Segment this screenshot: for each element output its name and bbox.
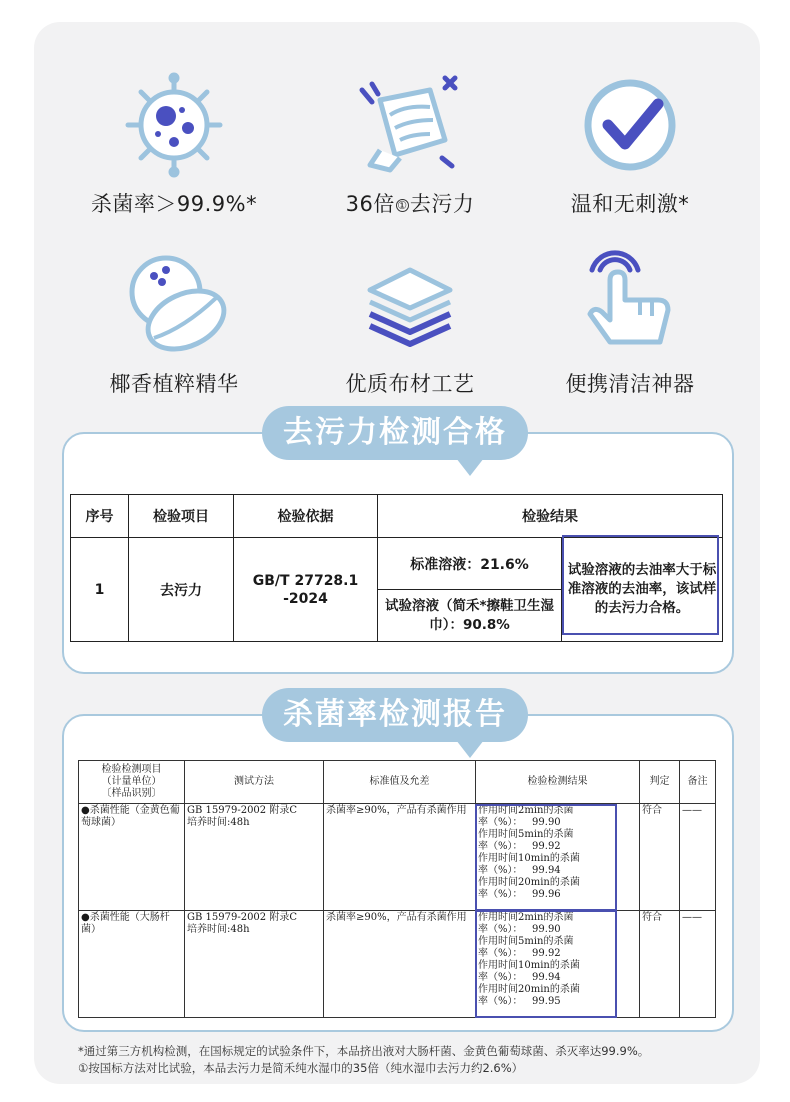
- feature-label: 椰香植粹精华: [109, 372, 239, 396]
- footnote: ①按国标方法对比试验，本品去污力是简禾纯水湿巾的35倍（纯水湿巾去污力约2.6%）: [78, 1061, 524, 1075]
- standard-cell: 杀菌率≥90%，产品有杀菌作用: [324, 911, 476, 1018]
- feature-sterilization: [54, 70, 294, 218]
- feature-label: 温和无刺激*: [570, 192, 690, 216]
- section-title: 杀菌率检测报告: [262, 688, 528, 742]
- result-line: 率（%）： 99.92: [478, 841, 561, 852]
- method-cell: GB 15979-2002 附录C 培养时间:48h: [185, 911, 324, 1018]
- checkmark-icon: [570, 70, 690, 180]
- header-cell: 标准值及允差: [324, 761, 476, 804]
- bacteria-icon: [114, 70, 234, 180]
- verdict-cell: 符合: [640, 911, 680, 1018]
- sterilization-table: [78, 760, 716, 1018]
- wipe-hand-icon: [350, 70, 470, 180]
- conclusion-highlight: [562, 535, 719, 635]
- banner-pointer: [456, 458, 484, 476]
- feature-gentle: [510, 70, 750, 218]
- result-line: 作用时间10min的杀菌: [478, 853, 580, 864]
- test-solution-cell: 试验溶液（简禾*擦鞋卫生湿巾）：90.8%: [378, 590, 562, 642]
- verdict-cell: 符合: [640, 804, 680, 911]
- header-cell: 检验依据: [234, 495, 378, 538]
- header-cell: 判定: [640, 761, 680, 804]
- result-line: 率（%）： 99.94: [478, 865, 561, 876]
- result-line: 率（%）： 99.95: [478, 996, 561, 1007]
- method-cell: GB 15979-2002 附录C 培养时间:48h: [185, 804, 324, 911]
- item-cell: ●杀菌性能（大肠杆菌）: [79, 911, 185, 1018]
- header-cell: 检验结果: [378, 495, 723, 538]
- conclusion-cell: 试验溶液的去油率大于标准溶液的去油率，该试样的去污力合格。: [562, 538, 723, 642]
- standard-cell: 杀菌率≥90%，产品有杀菌作用: [324, 804, 476, 911]
- table-row: [79, 911, 716, 1018]
- feature-portable: [510, 250, 750, 398]
- result-line: 作用时间10min的杀菌: [478, 960, 580, 971]
- results-highlight: [475, 804, 617, 911]
- header-cell: 备注: [680, 761, 716, 804]
- table-header-row: [79, 761, 716, 804]
- footnote-marker: ①: [397, 198, 408, 212]
- results-highlight: [475, 910, 617, 1018]
- result-line: 作用时间2min的杀菌: [478, 805, 574, 816]
- feature-label: 便携清洁神器: [565, 372, 695, 396]
- standard-solution-cell: 标准溶液：21.6%: [378, 538, 562, 590]
- result-line: 作用时间20min的杀菌: [478, 984, 580, 995]
- table-row: [79, 804, 716, 911]
- result-line: 率（%）： 99.92: [478, 948, 561, 959]
- header-cell: 检验项目: [129, 495, 234, 538]
- result-line: 作用时间5min的杀菌: [478, 936, 574, 947]
- remark-cell: ——: [680, 804, 716, 911]
- feature-coconut: [54, 250, 294, 398]
- banner-pointer: [456, 740, 484, 758]
- coconut-icon: [114, 250, 234, 360]
- header-cell: 检验检测结果: [476, 761, 640, 804]
- item-cell: ●杀菌性能（金黄色葡萄球菌）: [79, 804, 185, 911]
- feature-fabric: [290, 250, 530, 398]
- feature-decontamination: [290, 70, 530, 218]
- basis-cell: GB/T 27728.1 -2024: [234, 538, 378, 642]
- result-line: 率（%）： 99.96: [478, 889, 561, 900]
- index-cell: 1: [71, 538, 129, 642]
- result-line: 作用时间5min的杀菌: [478, 829, 574, 840]
- table-header-row: [71, 495, 723, 538]
- header-cell: 测试方法: [185, 761, 324, 804]
- item-cell: 去污力: [129, 538, 234, 642]
- section-title: 去污力检测合格: [262, 406, 528, 460]
- remark-cell: ——: [680, 911, 716, 1018]
- feature-label: 36倍 ① 去污力: [345, 192, 475, 216]
- header-cell: 序号: [71, 495, 129, 538]
- header-cell: 检验检测项目 （计量单位） 〔样品识别〕: [79, 761, 185, 804]
- feature-label: 杀菌率＞99.9%*: [90, 192, 258, 216]
- result-line: 作用时间20min的杀菌: [478, 877, 580, 888]
- tap-hand-icon: [570, 250, 690, 360]
- feature-label: 优质布材工艺: [345, 372, 475, 396]
- result-line: 率（%）： 99.94: [478, 972, 561, 983]
- result-line: 率（%）： 99.90: [478, 924, 561, 935]
- result-line: 率（%）： 99.90: [478, 817, 561, 828]
- result-line: 作用时间2min的杀菌: [478, 912, 574, 923]
- layered-cloth-icon: [350, 250, 470, 360]
- footnote: *通过第三方机构检测，在国标规定的试验条件下，本品挤出液对大肠杆菌、金黄色葡萄球菌、杀灭率达99.9%。: [78, 1044, 650, 1058]
